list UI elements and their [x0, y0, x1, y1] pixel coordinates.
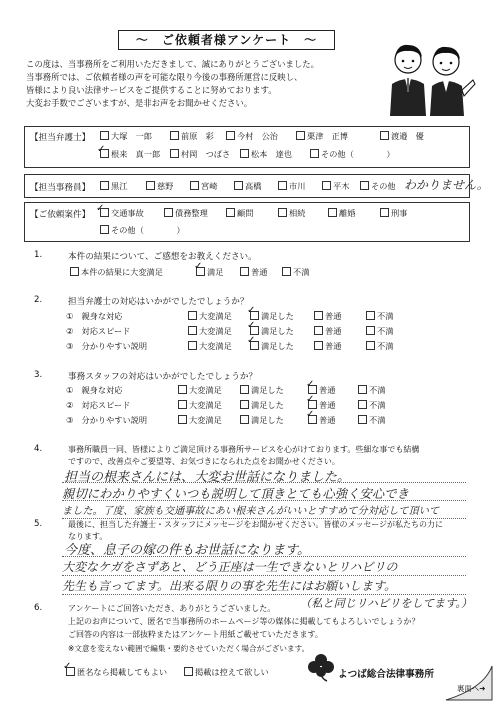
next-page-link[interactable]: 裏面へ➜ — [457, 684, 486, 693]
q6-text: ご回答の内容は一部抜粋またはアンケート用紙ご載せていただきます。 — [68, 630, 323, 639]
q2-option-checked[interactable]: 満足した — [250, 341, 294, 352]
q2-row-label: ① 親身な対応 — [66, 311, 123, 321]
checkbox[interactable] — [178, 400, 187, 409]
case-option[interactable]: 相続 — [278, 208, 305, 219]
q4-text: ですので、改善点やご要望等、お気づきになられた点をお聞かせください。 — [68, 457, 340, 466]
lawyers-illustration — [378, 40, 478, 118]
case-label: 【ご依頼案件】 — [30, 210, 91, 220]
q3-option[interactable]: 不満 — [358, 415, 385, 426]
checkbox[interactable] — [360, 181, 369, 190]
checkbox[interactable] — [296, 131, 305, 140]
q6-text: アンケートにご回答いただき、ありがとうございました。 — [68, 604, 276, 613]
checkbox[interactable] — [380, 208, 389, 217]
q5-number: 5. — [34, 519, 43, 529]
q5-handwritten: 大変なケガをさずあと、どう正座は一生できないとリハビリの — [62, 560, 398, 574]
q3-text: 事務スタッフの対応はいかがでしたでしょうか？ — [68, 372, 258, 382]
checkbox[interactable] — [278, 208, 287, 217]
checkbox[interactable] — [358, 415, 367, 424]
case-option[interactable]: 顧問 — [226, 208, 253, 219]
intro-text — [26, 58, 366, 110]
checkbox[interactable] — [226, 131, 235, 140]
q2-option[interactable]: 不満 — [366, 311, 393, 322]
lawyer-option[interactable]: 松本 達也 — [240, 149, 292, 160]
lawyer-option[interactable]: 大塚 一郎 — [100, 131, 152, 142]
q2-option-checked[interactable]: 満足した — [250, 326, 294, 337]
q1-text: 本件の結果について、ご感想をお教えください。 — [68, 252, 257, 262]
q6-handwritten: （私と同じリハビリをしてます。） — [300, 597, 473, 610]
checkbox[interactable] — [314, 311, 323, 320]
case-option-checked[interactable]: 交通事故 — [100, 208, 144, 219]
checkbox[interactable] — [240, 385, 249, 394]
q1-option[interactable]: 不満 — [282, 267, 309, 278]
q5-handwritten: 今度、息子の嫁の件もお世話になります。 — [64, 543, 310, 558]
q6-option-checked[interactable]: 匿名なら掲載してもよい — [66, 667, 167, 678]
q2-option[interactable]: 不満 — [366, 341, 393, 352]
q3-row-label: ① 親身な対応 — [66, 385, 123, 395]
checkbox[interactable] — [314, 341, 323, 350]
checkbox[interactable] — [188, 326, 197, 335]
checkbox[interactable] — [70, 267, 79, 276]
case-option[interactable]: 離婚 — [328, 208, 355, 219]
lawyer-option[interactable]: 前原 彩 — [170, 131, 214, 142]
q1-option[interactable]: 普通 — [240, 267, 267, 278]
checkmark-icon: ✓ — [306, 379, 315, 390]
q4-number: 4. — [34, 444, 43, 454]
checkbox[interactable] — [366, 326, 375, 335]
q6-option[interactable]: 掲載は控えて欲しい — [184, 667, 269, 678]
q3-option[interactable]: 不満 — [358, 385, 385, 396]
q4-handwritten: ました。了度、家族も交通事故にあい根来さんがいいとすすめて分対応して頂いて — [62, 506, 440, 517]
checkbox[interactable] — [278, 181, 287, 190]
checkbox[interactable] — [240, 149, 249, 158]
checkbox[interactable] — [322, 181, 331, 190]
q1-option[interactable]: 本件の結果に大変満足 — [70, 267, 163, 278]
checkmark-icon: ✓ — [96, 203, 105, 214]
checkbox[interactable] — [100, 181, 109, 190]
checkbox[interactable] — [170, 131, 179, 140]
checkmark-icon: ✓ — [247, 305, 256, 316]
arrow-right-icon: ➜ — [479, 684, 486, 693]
checkbox[interactable] — [188, 311, 197, 320]
staff-option[interactable]: 高橋 — [234, 181, 261, 192]
intro-line: この度は、当事務所をご利用いただきまして、誠にありがとうございました。 — [26, 59, 319, 69]
staff-option[interactable]: その他 — [360, 181, 396, 192]
checkmark-icon: ✓ — [306, 409, 315, 420]
checkbox[interactable] — [146, 181, 155, 190]
lawyer-option[interactable]: 渡邉 優 — [380, 131, 424, 142]
q3-row-label: ② 対応スピード — [66, 400, 131, 410]
q3-option-checked[interactable]: 普通 — [308, 385, 335, 396]
checkbox[interactable] — [164, 208, 173, 217]
checkbox[interactable] — [366, 341, 375, 350]
checkbox[interactable] — [328, 208, 337, 217]
checkbox[interactable] — [358, 385, 367, 394]
q3-option[interactable]: 大変満足 — [178, 415, 222, 426]
q3-option[interactable]: 満足した — [240, 415, 284, 426]
q5-text: 最後に、担当した弁護士・スタッフにメッセージをお聞かせください。皆様のメッセージが私たちの力に — [68, 520, 444, 529]
checkbox[interactable] — [234, 181, 243, 190]
checkbox[interactable] — [314, 326, 323, 335]
staff-option[interactable]: 慈野 — [146, 181, 173, 192]
q3-option[interactable]: 満足した — [240, 385, 284, 396]
checkmark-icon: ✓ — [63, 661, 72, 672]
staff-label: 【担当事務員】 — [30, 183, 91, 193]
staff-handwritten: わかりません。 — [404, 178, 489, 192]
lawyer-option[interactable]: 村岡 つばさ — [170, 149, 230, 160]
checkbox[interactable] — [178, 385, 187, 394]
intro-line: 皆様により良い法律サービスをご提供することに努めております。 — [26, 85, 277, 95]
q2-option-checked[interactable]: 満足した — [250, 311, 294, 322]
staff-option[interactable]: 黒江 — [100, 181, 127, 192]
checkbox[interactable] — [170, 149, 179, 158]
q3-option[interactable]: 不満 — [358, 400, 385, 411]
q1-number: 1. — [34, 250, 43, 260]
checkmark-icon: ✓ — [247, 335, 256, 346]
lawyer-option[interactable]: 栗津 正博 — [296, 131, 348, 142]
checkmark-icon: ✓ — [306, 394, 315, 405]
q6-note: ※文意を変えない範囲で編集・要約させていただく場合がございます。 — [68, 644, 310, 653]
intro-line: 大変お手数でございますが、是非お声をお聞かせください。 — [26, 98, 253, 108]
page-title: 〜 ご依頼者様アンケート 〜 — [118, 30, 335, 50]
q5-handwritten: 先生も言ってます。出来る限りの事を先生にはお願いします。 — [62, 579, 397, 593]
q2-number: 2. — [34, 295, 43, 305]
checkbox[interactable] — [100, 225, 109, 234]
intro-line: 当事務所では、ご依頼者様の声を可能な限り今後の事務所運営に反映し、 — [26, 72, 303, 82]
checkbox[interactable] — [226, 208, 235, 217]
q2-option[interactable]: 大変満足 — [188, 311, 232, 322]
checkbox[interactable] — [380, 131, 389, 140]
lawyer-label: 【担当弁護士】 — [30, 133, 91, 143]
q2-option[interactable]: 普通 — [314, 341, 341, 352]
checkbox[interactable] — [100, 131, 109, 140]
q1-option-checked[interactable]: 満足 — [196, 267, 223, 278]
case-option[interactable]: その他（ ） — [100, 225, 185, 236]
q2-option[interactable]: 大変満足 — [188, 341, 232, 352]
q3-number: 3. — [34, 370, 43, 380]
answer-line — [62, 575, 466, 576]
checkbox[interactable] — [188, 341, 197, 350]
checkbox[interactable] — [240, 400, 249, 409]
checkbox[interactable] — [240, 415, 249, 424]
q2-option[interactable]: 大変満足 — [188, 326, 232, 337]
q3-row-label: ③ 分かりやすい説明 — [66, 415, 148, 425]
q2-row-label: ② 対応スピード — [66, 326, 131, 336]
lawyer-option[interactable]: 今村 公治 — [226, 131, 278, 142]
checkbox[interactable] — [358, 400, 367, 409]
q2-option[interactable]: 普通 — [314, 326, 341, 337]
checkbox[interactable] — [178, 415, 187, 424]
q4-handwritten: 担当の根来さんには、大変お世話になりました。 — [64, 470, 351, 485]
checkbox[interactable] — [366, 311, 375, 320]
staff-option[interactable]: 市川 — [278, 181, 305, 192]
clover-icon — [306, 652, 336, 682]
lawyer-option[interactable]: その他（ ） — [310, 149, 395, 160]
q3-option[interactable]: 満足した — [240, 400, 284, 411]
checkbox[interactable] — [184, 667, 193, 676]
case-option[interactable]: 刑事 — [380, 208, 407, 219]
firm-name: よつば総合法律事務所 — [338, 669, 434, 680]
q6-text: 上記のお声について、匿名で当事務所のホームページ等の媒体に掲載してもよろしいでしょうか？ — [68, 617, 420, 626]
q3-option-checked[interactable]: 普通 — [308, 415, 335, 426]
checkbox[interactable] — [240, 267, 249, 276]
staff-option[interactable]: 宮崎 — [190, 181, 217, 192]
checkbox[interactable] — [310, 149, 319, 158]
staff-option[interactable]: 平木 — [322, 181, 349, 192]
q5-text: なります。 — [68, 532, 108, 541]
q2-option[interactable]: 不満 — [366, 326, 393, 337]
q2-row-label: ③ 分かりやすい説明 — [66, 341, 148, 351]
checkmark-icon: ✓ — [194, 261, 203, 272]
q3-option-checked[interactable]: 普通 — [308, 400, 335, 411]
lawyer-option-checked[interactable]: 根来 真一郎 — [100, 149, 160, 160]
q2-option[interactable]: 普通 — [314, 311, 341, 322]
checkmark-icon: ✓ — [247, 320, 256, 331]
q3-option[interactable]: 大変満足 — [178, 400, 222, 411]
checkbox[interactable] — [190, 181, 199, 190]
checkmark-icon: ✓ — [97, 144, 106, 155]
q3-option[interactable]: 大変満足 — [178, 385, 222, 396]
q2-text: 担当弁護士の対応はいかがでしたでしょうか？ — [68, 297, 249, 307]
case-option[interactable]: 債務整理 — [164, 208, 208, 219]
q4-handwritten: 親切にわかりやすくいつも説明して頂きとても心強く安心でき — [62, 486, 409, 501]
q4-text: 事務所職員一同、皆様によりご満足頂ける事務所サービスを心がけております。些細な事でも結構 — [68, 445, 420, 454]
q6-number: 6. — [34, 603, 43, 613]
checkbox[interactable] — [282, 267, 291, 276]
